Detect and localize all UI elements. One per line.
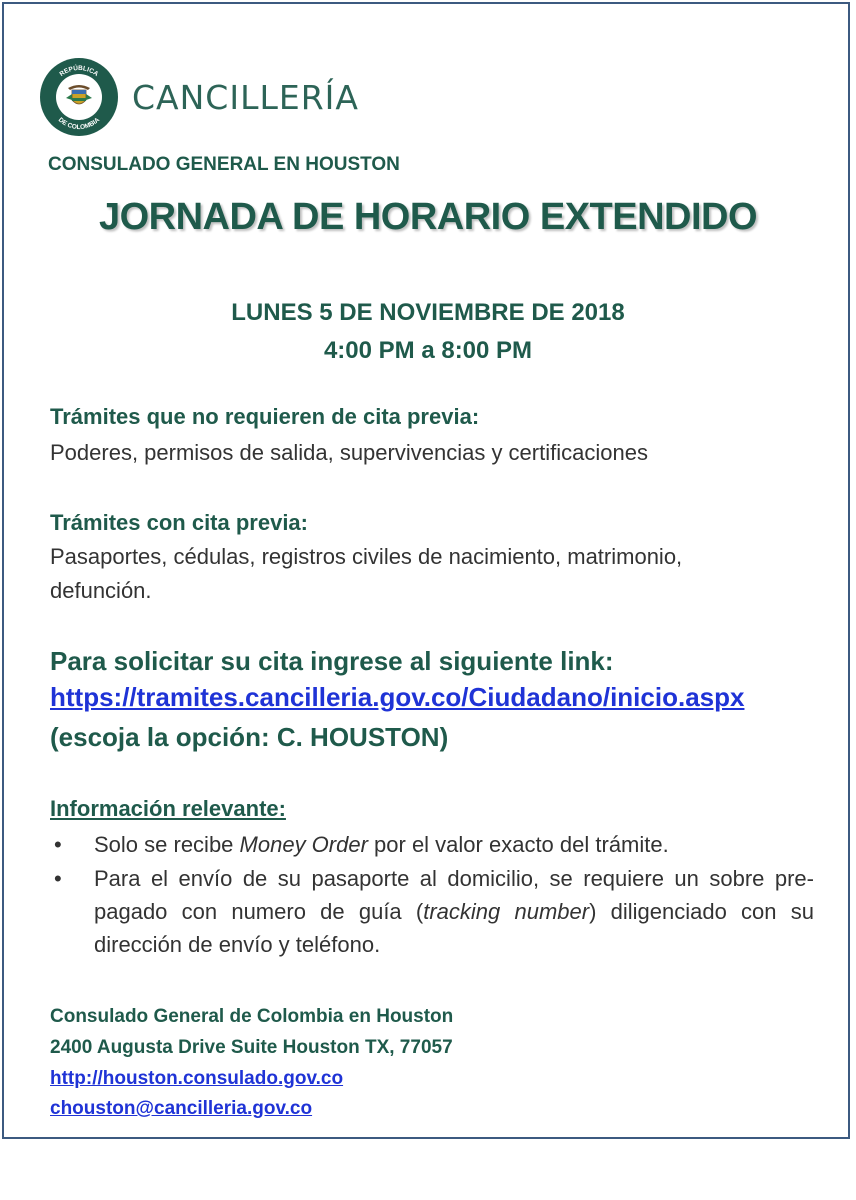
cancilleria-logo bbox=[40, 58, 359, 136]
footer-website-link[interactable]: http://houston.consulado.gov.co bbox=[50, 1068, 344, 1089]
no-appointment-text: Poderes, permisos de salida, supervivencias y certificaciones bbox=[50, 440, 648, 465]
footer-consulate-name: Consulado General de Colombia en Houston bbox=[50, 1006, 454, 1027]
footer-email-link[interactable]: chouston@cancilleria.gov.co bbox=[50, 1098, 313, 1119]
appointment-link[interactable]: https://tramites.cancilleria.gov.co/Ciudadano/inicio.aspx bbox=[50, 682, 745, 712]
info-bullet-1 bbox=[54, 828, 814, 861]
appointment-option-text: (escoja la opción: C. HOUSTON) bbox=[50, 722, 449, 752]
info-bullet-1-prefix: Solo se recibe bbox=[94, 832, 240, 857]
seal-ring bbox=[40, 58, 118, 136]
svg-text:REPÚBLICA bbox=[59, 63, 100, 78]
appointment-request-text: Para solicitar su cita ingrese al siguiente link: bbox=[50, 646, 614, 676]
footer-address: 2400 Augusta Drive Suite Houston TX, 77057 bbox=[50, 1037, 453, 1058]
svg-text:DE COLOMBIA bbox=[57, 116, 102, 131]
colombia-seal-icon bbox=[40, 58, 118, 136]
info-bullet-1-text bbox=[94, 828, 814, 861]
no-appointment-title: Trámites que no requieren de cita previa: bbox=[50, 404, 480, 429]
consulate-name: CONSULADO GENERAL EN HOUSTON bbox=[48, 154, 400, 175]
info-bullet-1-italic: Money Order bbox=[239, 832, 368, 857]
with-appointment-line-1: Pasaportes, cédulas, registros civiles de nacimiento, matrimonio, bbox=[50, 544, 683, 569]
relevant-info-title: Información relevante: bbox=[50, 796, 286, 821]
info-bullet-2-text bbox=[94, 862, 814, 961]
event-date: LUNES 5 DE NOVIEMBRE DE 2018 bbox=[231, 299, 625, 326]
seal-top-text: REPÚBLICA bbox=[58, 64, 100, 79]
info-bullet-2-prefix: Para el envío de su pasaporte al domicilio, se requiere un sobre pre-pagado con numero de guía ( bbox=[94, 866, 814, 924]
with-appointment-line-2: defunción. bbox=[50, 578, 152, 603]
logo-wordmark: CANCILLERÍA bbox=[132, 77, 359, 117]
info-bullet-2 bbox=[54, 862, 814, 961]
info-bullet-2-italic: tracking number bbox=[423, 899, 590, 924]
with-appointment-title: Trámites con cita previa: bbox=[50, 510, 308, 535]
bullet-icon: • bbox=[54, 866, 62, 891]
info-bullet-2-suffix: ) diligenciado con su dirección de envío y teléfono. bbox=[94, 899, 814, 957]
event-schedule bbox=[0, 294, 856, 370]
info-bullet-1-suffix: por el valor exacto del trámite. bbox=[367, 832, 669, 857]
event-time: 4:00 PM a 8:00 PM bbox=[323, 337, 533, 364]
bullet-icon: • bbox=[54, 832, 62, 857]
page-title: JORNADA DE HORARIO EXTENDIDO bbox=[98, 196, 758, 238]
seal-bottom-text: DE COLOMBIA bbox=[56, 116, 102, 132]
